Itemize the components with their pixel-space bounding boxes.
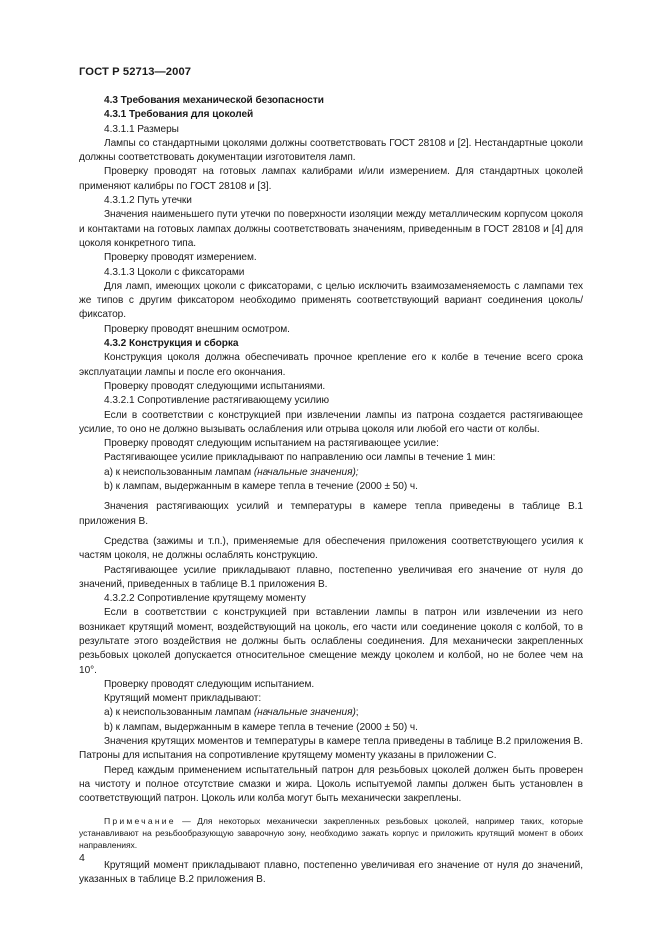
note <box>79 815 583 851</box>
section-4-3-2-2-heading: 4.3.2.2 Сопротивление крутящему моменту <box>104 593 306 605</box>
list-item-italic: (начальные значения); <box>253 466 359 478</box>
paragraph: Крутящий момент прикладывают: <box>104 693 262 705</box>
document-header: ГОСТ Р 52713—2007 <box>79 66 192 78</box>
section-4-3-2-heading: 4.3.2 Конструкция и сборка <box>104 338 239 350</box>
list-item <box>79 466 583 480</box>
list-item-text: a) к неиспользованным лампам <box>104 707 254 719</box>
paragraph: Проверку проводят на готовых лампах калибрами и/или измерением. Для стандартных цоколей применяют калибры по ГОСТ 28108 и [3]. <box>79 166 583 192</box>
paragraph: Проверку проводят следующим испытанием на растягивающее усилие: <box>104 438 439 450</box>
paragraph: Конструкция цоколя должна обеспечивать прочное крепление его к колбе в течение всего срока эксплуатации лампы и после его окончания. <box>79 352 583 378</box>
list-item <box>79 706 583 720</box>
paragraph: Если в соответствии с конструкцией при извлечении лампы из патрона создается растягивающее усилие, то оно не должно вызывать ослабления или отрыва цоколя или любой его части от колбы. <box>79 409 583 435</box>
paragraph: Растягивающее усилие прикладывают по направлению оси лампы в течение 1 мин: <box>104 452 496 464</box>
paragraph: Проверку проводят внешним осмотром. <box>104 323 290 335</box>
paragraph: Перед каждым применением испытательный патрон для резьбовых цоколей должен быть проверен на чистоту и полное отсутствие смазки и жира. Цоколь испытуемой лампы должен быть установлен в соответствующий патрон. Цоколь или колба могут быть механически закреплены. <box>79 764 583 805</box>
paragraph: Проверку проводят следующими испытаниями. <box>104 380 326 392</box>
section-4-3-2-1-heading: 4.3.2.1 Сопротивление растягивающему усилию <box>104 395 329 407</box>
list-item-italic: (начальные значения) <box>253 707 356 719</box>
paragraph: Средства (зажимы и т.п.), применяемые для обеспечения приложения соответствующего усилия к частям цоколя, не должны ослаблять конструкцию. <box>79 535 583 562</box>
paragraph: Проверку проводят измерением. <box>104 252 257 264</box>
paragraph: Для ламп, имеющих цоколи с фиксаторами, с целью исключить взаимозаменяемость с лампами тех же типов с другим фиксатором необходимо применять соответствующий вариант соединения цоколь/фиксатор. <box>79 280 583 321</box>
list-item-suffix: ; <box>355 707 359 719</box>
list-item-text: a) к неиспользованным лампам <box>104 466 254 478</box>
paragraph: Значения крутящих моментов и температуры в камере тепла приведены в таблице В.2 приложения В. Патроны для испытания на сопротивление крутящему моменту указаны в приложении С. <box>79 736 583 762</box>
section-4-3-1-2-heading: 4.3.1.2 Путь утечки <box>104 195 192 207</box>
section-4-3-1-heading: 4.3.1 Требования для цоколей <box>104 109 254 121</box>
section-4-3-1-1-heading: 4.3.1.1 Размеры <box>104 123 179 135</box>
note-text: — Для некоторых механически закрепленных резьбовых цоколей, например таких, которые устанавливают на резьбообразующую заварочную зону, необходимо зажать корпус и приложить крутящий момент в обоих направлениях. <box>79 815 583 850</box>
list-item: b) к лампам, выдержанным в камере тепла в течение (2000 ± 50) ч. <box>104 481 418 493</box>
paragraph: Если в соответствии с конструкцией при вставлении лампы в патрон или извлечении из него возникает крутящий момент, воздействующий на цоколь, его части или соединение цоколя с колбой, то в результате этого воздействия не должны быть ослаблены соединения. Для механически закрепленных резьбовых цоколей допускается относительное смещение между цоколем и колбой, но не более чем на 10°. <box>79 607 583 676</box>
document-body <box>79 94 583 887</box>
section-4-3-1-3-heading: 4.3.1.3 Цоколи с фиксаторами <box>104 266 245 278</box>
note-label: Примечание <box>104 815 176 826</box>
paragraph: Значения наименьшего пути утечки по поверхности изоляции между металлическим корпусом цоколя и контактами на готовых лампах должны соответствовать значениям, приведенным в ГОСТ 28108 и [4] для цоколя конкретного типа. <box>79 209 583 249</box>
paragraph: Крутящий момент прикладывают плавно, постепенно увеличивая его значение от нуля до значений, указанных в таблице В.2 приложения В. <box>79 859 583 885</box>
list-item: b) к лампам, выдержанным в камере тепла в течение (2000 ± 50) ч. <box>104 721 418 733</box>
paragraph: Лампы со стандартными цоколями должны соответствовать ГОСТ 28108 и [2]. Нестандартные цоколи должны соответствовать документации изготовителя ламп. <box>79 137 583 164</box>
page-number: 4 <box>79 852 85 864</box>
section-4-3-heading: 4.3 Требования механической безопасности <box>104 95 324 106</box>
paragraph: Проверку проводят следующим испытанием. <box>104 678 315 690</box>
paragraph: Растягивающее усилие прикладывают плавно, постепенно увеличивая его значение от нуля до значений, приведенных в таблице В.1 приложения В. <box>79 564 583 590</box>
paragraph: Значения растягивающих усилий и температуры в камере тепла приведены в таблице В.1 приложения В. <box>79 501 583 527</box>
